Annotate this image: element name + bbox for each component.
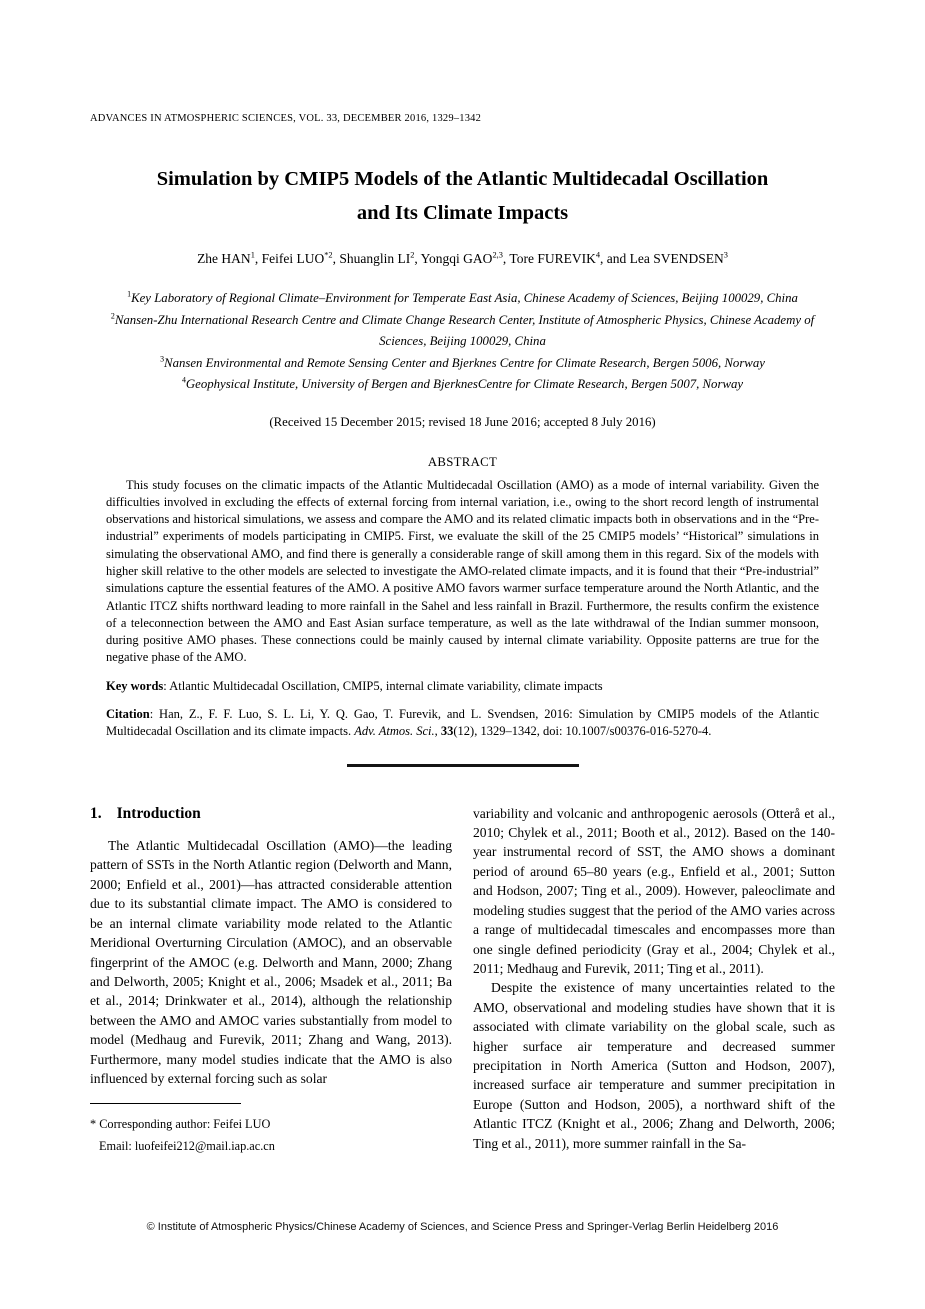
affiliation-line: $^1$Key Laboratory of Regional Climate–Environment for Temperate East Asia, Chinese Academy of Sciences, Beijing 100029, China: [127, 289, 798, 305]
right-column: [473, 804, 835, 1158]
section-title: Introduction: [116, 804, 201, 822]
corresponding-author-line: [90, 1113, 452, 1135]
section-divider: [347, 764, 579, 767]
section-heading: [90, 804, 452, 823]
paper-title: Simulation by CMIP5 Models of the Atlantic Multidecadal Oscillation and Its Climate Impacts: [156, 168, 769, 224]
intro-paragraph: The Atlantic Multidecadal Oscillation (AMO)—the leading pattern of SSTs in the North Atlantic region (Delworth and Mann, 2000; Enfield et al., 2001)—has attracted considerable attention due to its substantial climate impact. The AMO is considered to be an internal climate variability mode related to the Atlantic Meridional Overturning Circulation (AMOC), and an observable fingerprint of the AMOC (e.g. Delworth and Mann, 2000; Zhang and Delworth, 2005; Knight et al., 2006; Msadek et al., 2011; Ba et al., 2014; Drinkwater et al., 2014), although the relationship between the AMO and AMOC varies substantially from model to model (Medhaug and Furevik, 2011; Zhang and Wang, 2013). Furthermore, many model studies indicate that the AMO is also influenced by external forcing such as solar: [90, 838, 452, 1086]
affiliations: [90, 288, 835, 396]
keywords-text: Atlantic Multidecadal Oscillation, CMIP5, internal climate variability, climate impacts: [169, 678, 603, 693]
section-number: 1.: [90, 804, 102, 822]
received-line: (Received 15 December 2015; revised 18 June 2016; accepted 8 July 2016): [269, 414, 656, 429]
email-line: Email: luofeifei212@mail.iap.ac.cn: [99, 1139, 275, 1154]
left-column: [90, 804, 452, 1158]
body-columns: [90, 804, 835, 1158]
body-paragraph: Despite the existence of many uncertainties related to the AMO, observational and modeling studies have shown that it is associated with climate variability on the global scale, such as higher surface air temperature and decreased summer precipitation in North America (Sutton and Hodson, 2007), increased surface air temperature and summer precipitation in Europe (Sutton and Hodson, 2005), a northward shift of the Atlantic ITCZ (Knight et al., 2006; Zhang and Delworth, 2006; Ting et al., 2011), more summer rainfall in the Sa-: [473, 980, 835, 1151]
affiliation-line: $^2$Nansen-Zhu International Research Centre and Climate Change Research Center, Institute of Atmospheric Physics, Chinese Academy of Sciences, Beijing 100029, China: [110, 311, 815, 348]
corresponding-author-text: Corresponding author: Feifei LUO: [99, 1117, 271, 1132]
body-paragraph-continuation: variability and volcanic and anthropogenic aerosols (Otterå et al., 2010; Chylek et al., 2011; Booth et al., 2012). Based on the 140-year instrumental record of SST, the AMO shows a dominant period of around 65–80 years (e.g., Enfield et al., 2001; Sutton and Hodson, 2007; Ting et al., 2009). However, paleoclimate and modeling studies suggest that the period of the AMO varies across a range of multidecadal timescales and encompasses more than one single defined periodicity (Gray et al., 2004; Chylek et al., 2011; Medhaug and Furevik, 2011; Ting et al., 2011).: [473, 805, 835, 976]
affiliation-line: $^3$Nansen Environmental and Remote Sensing Center and Bjerknes Centre for Climate Research, Bergen 5006, Norway: [160, 354, 765, 370]
affiliation-line: $^4$Geophysical Institute, University of Bergen and BjerknesCentre for Climate Research, Bergen 5007, Norway: [181, 375, 744, 391]
footnote-rule: [90, 1103, 241, 1104]
abstract-heading: ABSTRACT: [427, 454, 498, 469]
copyright-footer: © Institute of Atmospheric Physics/Chinese Academy of Sciences, and Science Press and Springer-Verlag Berlin Heidelberg 2016: [146, 1221, 779, 1233]
journal-header: ADVANCES IN ATMOSPHERIC SCIENCES, VOL. 33, DECEMBER 2016, 1329–1342: [90, 113, 482, 124]
footnote-marker: *: [90, 1117, 100, 1132]
keywords-line: [106, 678, 819, 695]
author-line: Zhe HAN$^1$, Feifei LUO$^{*2}$, Shuanglin $LI^2$, Yongqi GAO$^{2,3}$, Tore FUREVIK$^4$, and Lea SVENDSEN$^3$: [197, 250, 728, 266]
citation-text: : Han, Z., F. F. Luo, S. L. Li, Y. Q. Gao, T. Furevik, and L. Svendsen, 2016: Simulation by CMIP5 models of the Atlantic Multidecadal Oscillation and its climate impacts. Adv. Atmos. Sci., 33(12), 1329–1342, doi: 10.1007/s00376-016-5270-4.: [106, 707, 819, 739]
keywords-separator: :: [163, 678, 170, 693]
citation-line: [106, 706, 819, 741]
citation-label: Citation: [106, 707, 150, 722]
footnote: [90, 1103, 452, 1157]
abstract-text: This study focuses on the climatic impacts of the Atlantic Multidecadal Oscillation (AMO) as a mode of internal variability. Given the difficulties involved in excluding the effects of external forcing from internal variation, i.e., owing to the short record length of instrumental observations and historical simulations, we assess and compare the AMO and its related climatic impacts both in observations and in the “Pre-industrial” experiments of models participating in CMIP5. First, we evaluate the skill of the 25 CMIP5 models’ “Historical” simulations in simulating the observational AMO, and find there is generally a considerable range of skill among them in this regard. Six of the models with higher skill relative to the other models are selected to investigate the AMO-related climate impacts, and it is found that their “Pre-industrial” simulations capture the essential features of the AMO. A positive AMO favors warmer surface temperature around the North Atlantic, and the Atlantic ITCZ shifts northward leading to more rainfall in the Sahel and less rainfall in Brazil. Furthermore, the results confirm the existence of a teleconnection between the AMO and East Asian surface temperature, as well as the late withdrawal of the Indian summer monsoon, during positive AMO phases. These connections could be mainly caused by internal climate variability. Opposite patterns are true for the negative phase of the AMO.: [106, 477, 819, 665]
keywords-label: Key words: [106, 678, 164, 693]
